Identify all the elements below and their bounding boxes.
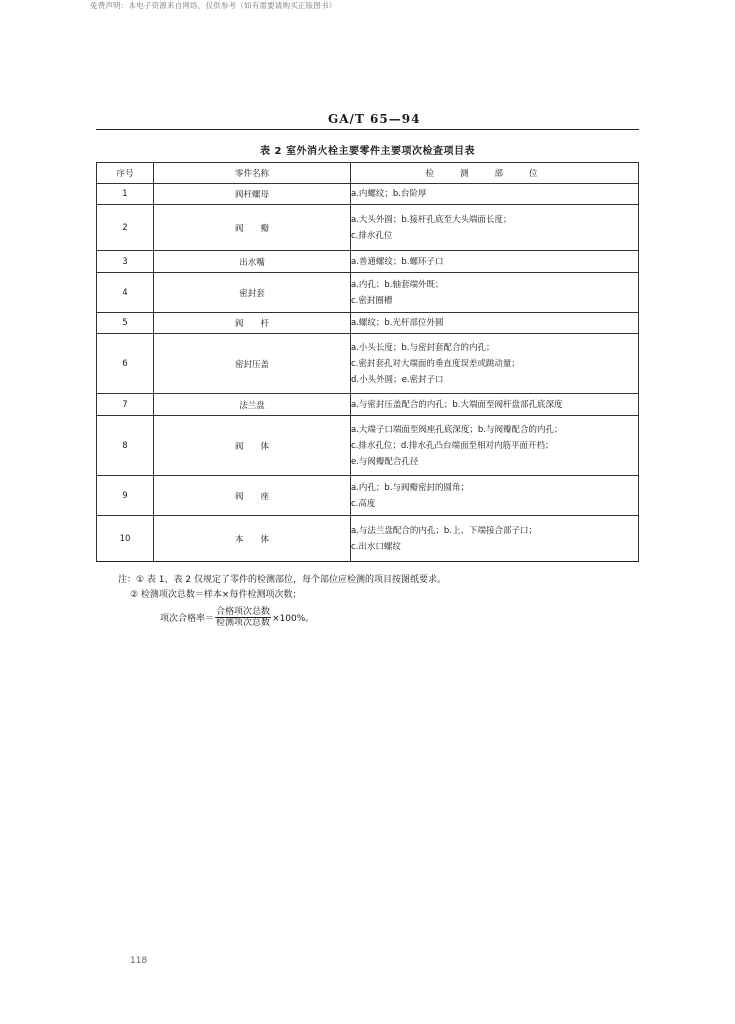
table-header-row: [97, 163, 639, 184]
inspection-item-line: a.普通螺纹；b.螺环子口: [351, 256, 444, 267]
inspection-item-line: a.大端子口端面至阀座孔底深度；b.与阀瓣配合的内孔；: [351, 424, 563, 435]
disclaimer-header: 免费声明：本电子资源来自网络，仅供参考（如有需要请购买正版图书）: [90, 1, 337, 10]
row-number: 4: [97, 273, 154, 313]
header-rule: [96, 129, 639, 130]
part-name: 法兰盘: [154, 394, 351, 416]
table-row: [97, 251, 639, 273]
header-location: 检测部位: [351, 163, 639, 184]
row-number: 5: [97, 313, 154, 334]
inspection-item-line: c.排水孔位: [351, 230, 393, 241]
inspection-item-line: a.内孔；b.轴套端外既；: [351, 279, 444, 290]
row-number: 6: [97, 334, 154, 394]
part-name: 本 体: [154, 516, 351, 562]
table-row: [97, 516, 639, 562]
part-name: 阀 瓣: [154, 205, 351, 251]
inspection-item-line: a.内螺纹；b.台阶厚: [351, 189, 427, 199]
inspection-item-line: a.与法兰盘配合的内孔；b.上、下端接合部子口；: [351, 525, 538, 536]
table-row: [97, 416, 639, 476]
inspection-item-line: e.与阀瓣配合孔径: [351, 456, 419, 467]
table-row: [97, 334, 639, 394]
formula-numerator: 合格项次总数: [216, 607, 271, 617]
inspection-item-line: a.内孔；b.与阀瓣密封的圆角；: [351, 482, 470, 493]
table-row: [97, 205, 639, 251]
row-number: 3: [97, 251, 154, 273]
table-row: [97, 313, 639, 334]
header-part-name: 零件名称: [154, 163, 351, 184]
part-name: 阀 体: [154, 416, 351, 476]
standard-number: GA/T 65—94: [328, 112, 421, 126]
row-number: 8: [97, 416, 154, 476]
inspection-location: [351, 273, 639, 313]
inspection-item-line: d.小头外圆；e.密封子口: [351, 374, 444, 385]
table-row: [97, 394, 639, 416]
pass-rate-formula: [160, 607, 314, 628]
row-number: 1: [97, 184, 154, 205]
inspection-location: [351, 516, 639, 562]
table-title: 表 2 室外消火栓主要零件主要项次检查项目表: [260, 146, 475, 157]
inspection-item-line: a.小头长度；b.与密封套配合的内孔；: [351, 342, 495, 353]
inspection-table: [96, 162, 639, 562]
row-number: 2: [97, 205, 154, 251]
page-number: 118: [130, 956, 148, 966]
inspection-item-line: c.出水口螺纹: [351, 541, 401, 552]
inspection-location: [351, 476, 639, 516]
inspection-item-line: c.排水孔位；d.排水孔凸台端面至相对内筋平面开档；: [351, 440, 554, 451]
part-name: 密封套: [154, 273, 351, 313]
row-number: 7: [97, 394, 154, 416]
inspection-location: [351, 251, 639, 273]
part-name: 阀 杆: [154, 313, 351, 334]
note-1: 注：① 表 1、表 2 仅规定了零件的检测部位，每个部位应检测的项目按图纸要求。: [118, 575, 446, 585]
formula-denominator: 检测项次总数: [216, 618, 271, 628]
row-number: 9: [97, 476, 154, 516]
inspection-location: [351, 416, 639, 476]
table-row: [97, 476, 639, 516]
table-row: [97, 273, 639, 313]
formula-suffix: ×100%。: [272, 614, 315, 624]
header-no: 序号: [97, 163, 154, 184]
inspection-location: [351, 394, 639, 416]
inspection-location: [351, 184, 639, 205]
inspection-location: [351, 313, 639, 334]
inspection-item-line: c.密封圈槽: [351, 295, 393, 306]
inspection-item-line: c.高度: [351, 498, 376, 509]
table-body: [97, 184, 639, 562]
inspection-item-line: a.大头外圆；b.接杆孔底至大头端面长度；: [351, 214, 512, 225]
table-row: [97, 184, 639, 205]
formula-prefix: 项次合格率＝: [160, 614, 215, 624]
note-2: ② 检测项次总数＝样本×每件检测项次数；: [130, 590, 302, 600]
part-name: 密封压盖: [154, 334, 351, 394]
formula-fraction: [215, 607, 271, 628]
row-number: 10: [97, 516, 154, 562]
notes-section: [118, 573, 446, 603]
part-name: 出水嘴: [154, 251, 351, 273]
inspection-location: [351, 334, 639, 394]
part-name: 阀 座: [154, 476, 351, 516]
inspection-item-line: a.与密封压盖配合的内孔；b.大端面至阀杆盘部孔底深度: [351, 399, 563, 410]
inspection-item-line: c.密封套孔对大端面的垂直度误差或跳动量；: [351, 358, 520, 369]
inspection-item-line: a.螺纹；b.光杆部位外圆: [351, 318, 444, 328]
inspection-location: [351, 205, 639, 251]
part-name: 阀杆螺母: [154, 184, 351, 205]
